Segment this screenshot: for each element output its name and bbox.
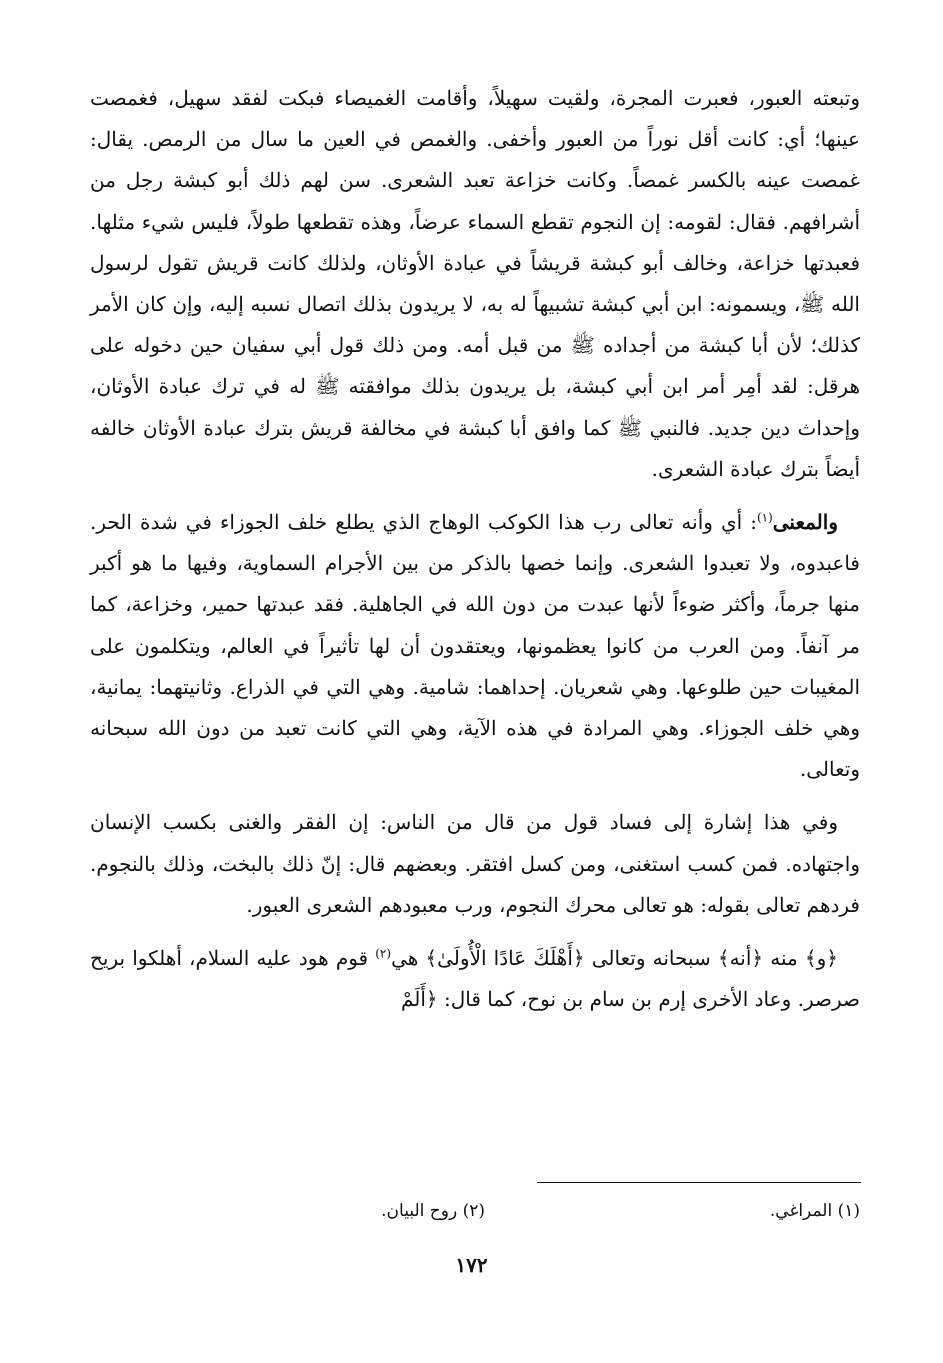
footnote-1: (١) المراغي. — [769, 1201, 860, 1221]
footnote-2: (٢) روح البيان. — [381, 1201, 485, 1221]
paragraph-gap — [90, 490, 860, 502]
paragraph-2-text: : أي وأنه تعالى رب هذا الكوكب الوهاج الذي يطلع خلف الجوزاء في شدة الحر. فاعبدوه، ولا تعبدوا الشعرى. وإنما خصها بالذكر من بين الأجرام السماوية، وفيها ما هو أكبر منها جرماً، وأكثر ضوءاً لأنها عبدت من دون الله في الجاهلية. فقد عبدتها حمير، وخزاعة، كما مر آنفاً. ومن العرب من كانوا يعظمونها، ويعتقدون أن لها تأثيراً في العالم، ويتكلمون على المغيبات حين طلوعها. وهي شعريان. إحداهما: شامية. وهي التي في الذراع. وثانيتهما: يمانية، وهي خلف الجوزاء. وهي المرادة في هذه الآية، وهي التي كانت تعبد من دون الله سبحانه وتعالى. — [90, 510, 860, 782]
paragraph-4-text-b: قوم هود عليه السلام، أهلكوا بريح صرصر. وعاد الأخرى إرم بن سام بن نوح، كما قال: ﴿أَلَمْ — [90, 946, 860, 1012]
footnote-marker-1: (١) — [756, 510, 773, 525]
paragraph-4-text-a: ﴿و﴾ منه ﴿أنه﴾ سبحانه وتعالى ﴿أَهْلَكَ عَادًا الْأُولَىٰ﴾ هي — [391, 946, 838, 971]
paragraph-2 — [90, 502, 860, 790]
paragraph-1 — [90, 78, 860, 490]
paragraph-gap — [90, 790, 860, 802]
paragraph-3-text: وفي هذا إشارة إلى فساد قول من قال من الناس: إن الفقر والغنى بكسب الإنسان واجتهاده. فمن كسب استغنى، ومن كسل افتقر. وبعضهم قال: إنّ ذلك بالبخت، وذلك بالنجوم. فردهم تعالى بقوله: هو تعالى محرك النجوم، ورب معبودهم الشعرى العبور. — [90, 810, 860, 917]
paragraph-3 — [90, 802, 860, 926]
paragraph-1-text: وتبعته العبور، فعبرت المجرة، ولقيت سهيلاً، وأقامت الغميصاء فبكت لفقد سهيل، فغمصت عينها؛ أي: كانت أقل نوراً من العبور وأخفى. والغمص في العين ما سال من الرمص. يقال: غمصت عينه بالكسر غمصاً. وكانت خزاعة تعبد الشعرى. سن لهم ذلك أبو كبشة رجل من أشرافهم. فقال: لقومه: إن النجوم تقطع السماء عرضاً، وهذه تقطعها طولاً، فليس شيء مثلها. فعبدتها خزاعة، وخالف أبو كبشة قريشاً في عبادة الأوثان، ولذلك كانت قريش تقول لرسول الله ﷺ، ويسمونه: ابن أبي كبشة تشبيهاً له به، لا يريدون بذلك اتصال نسبه إليه، وإن كان الأمر كذلك؛ لأن أبا كبشة من أجداده ﷺ من قبل أمه. ومن ذلك قول أبي سفيان حين دخوله على هرقل: لقد أمِر أمر ابن أبي كبشة، بل يريدون بذلك موافقته ﷺ له في ترك عبادة الأوثان، وإحداث دين جديد. فالنبي ﷺ كما وافق أبا كبشة في مخالفة قريش بترك عبادة الأوثان خالفه أيضاً بترك عبادة الشعرى. — [90, 86, 860, 481]
paragraph-gap — [90, 926, 860, 938]
footnote-separator — [537, 1182, 861, 1183]
paragraph-4 — [90, 938, 860, 1020]
page-number: ١٧٢ — [455, 1253, 488, 1277]
page-body — [90, 78, 860, 1020]
footnote-marker-2: (٢) — [375, 946, 392, 961]
paragraph-2-lead: والمعنى — [772, 510, 838, 535]
